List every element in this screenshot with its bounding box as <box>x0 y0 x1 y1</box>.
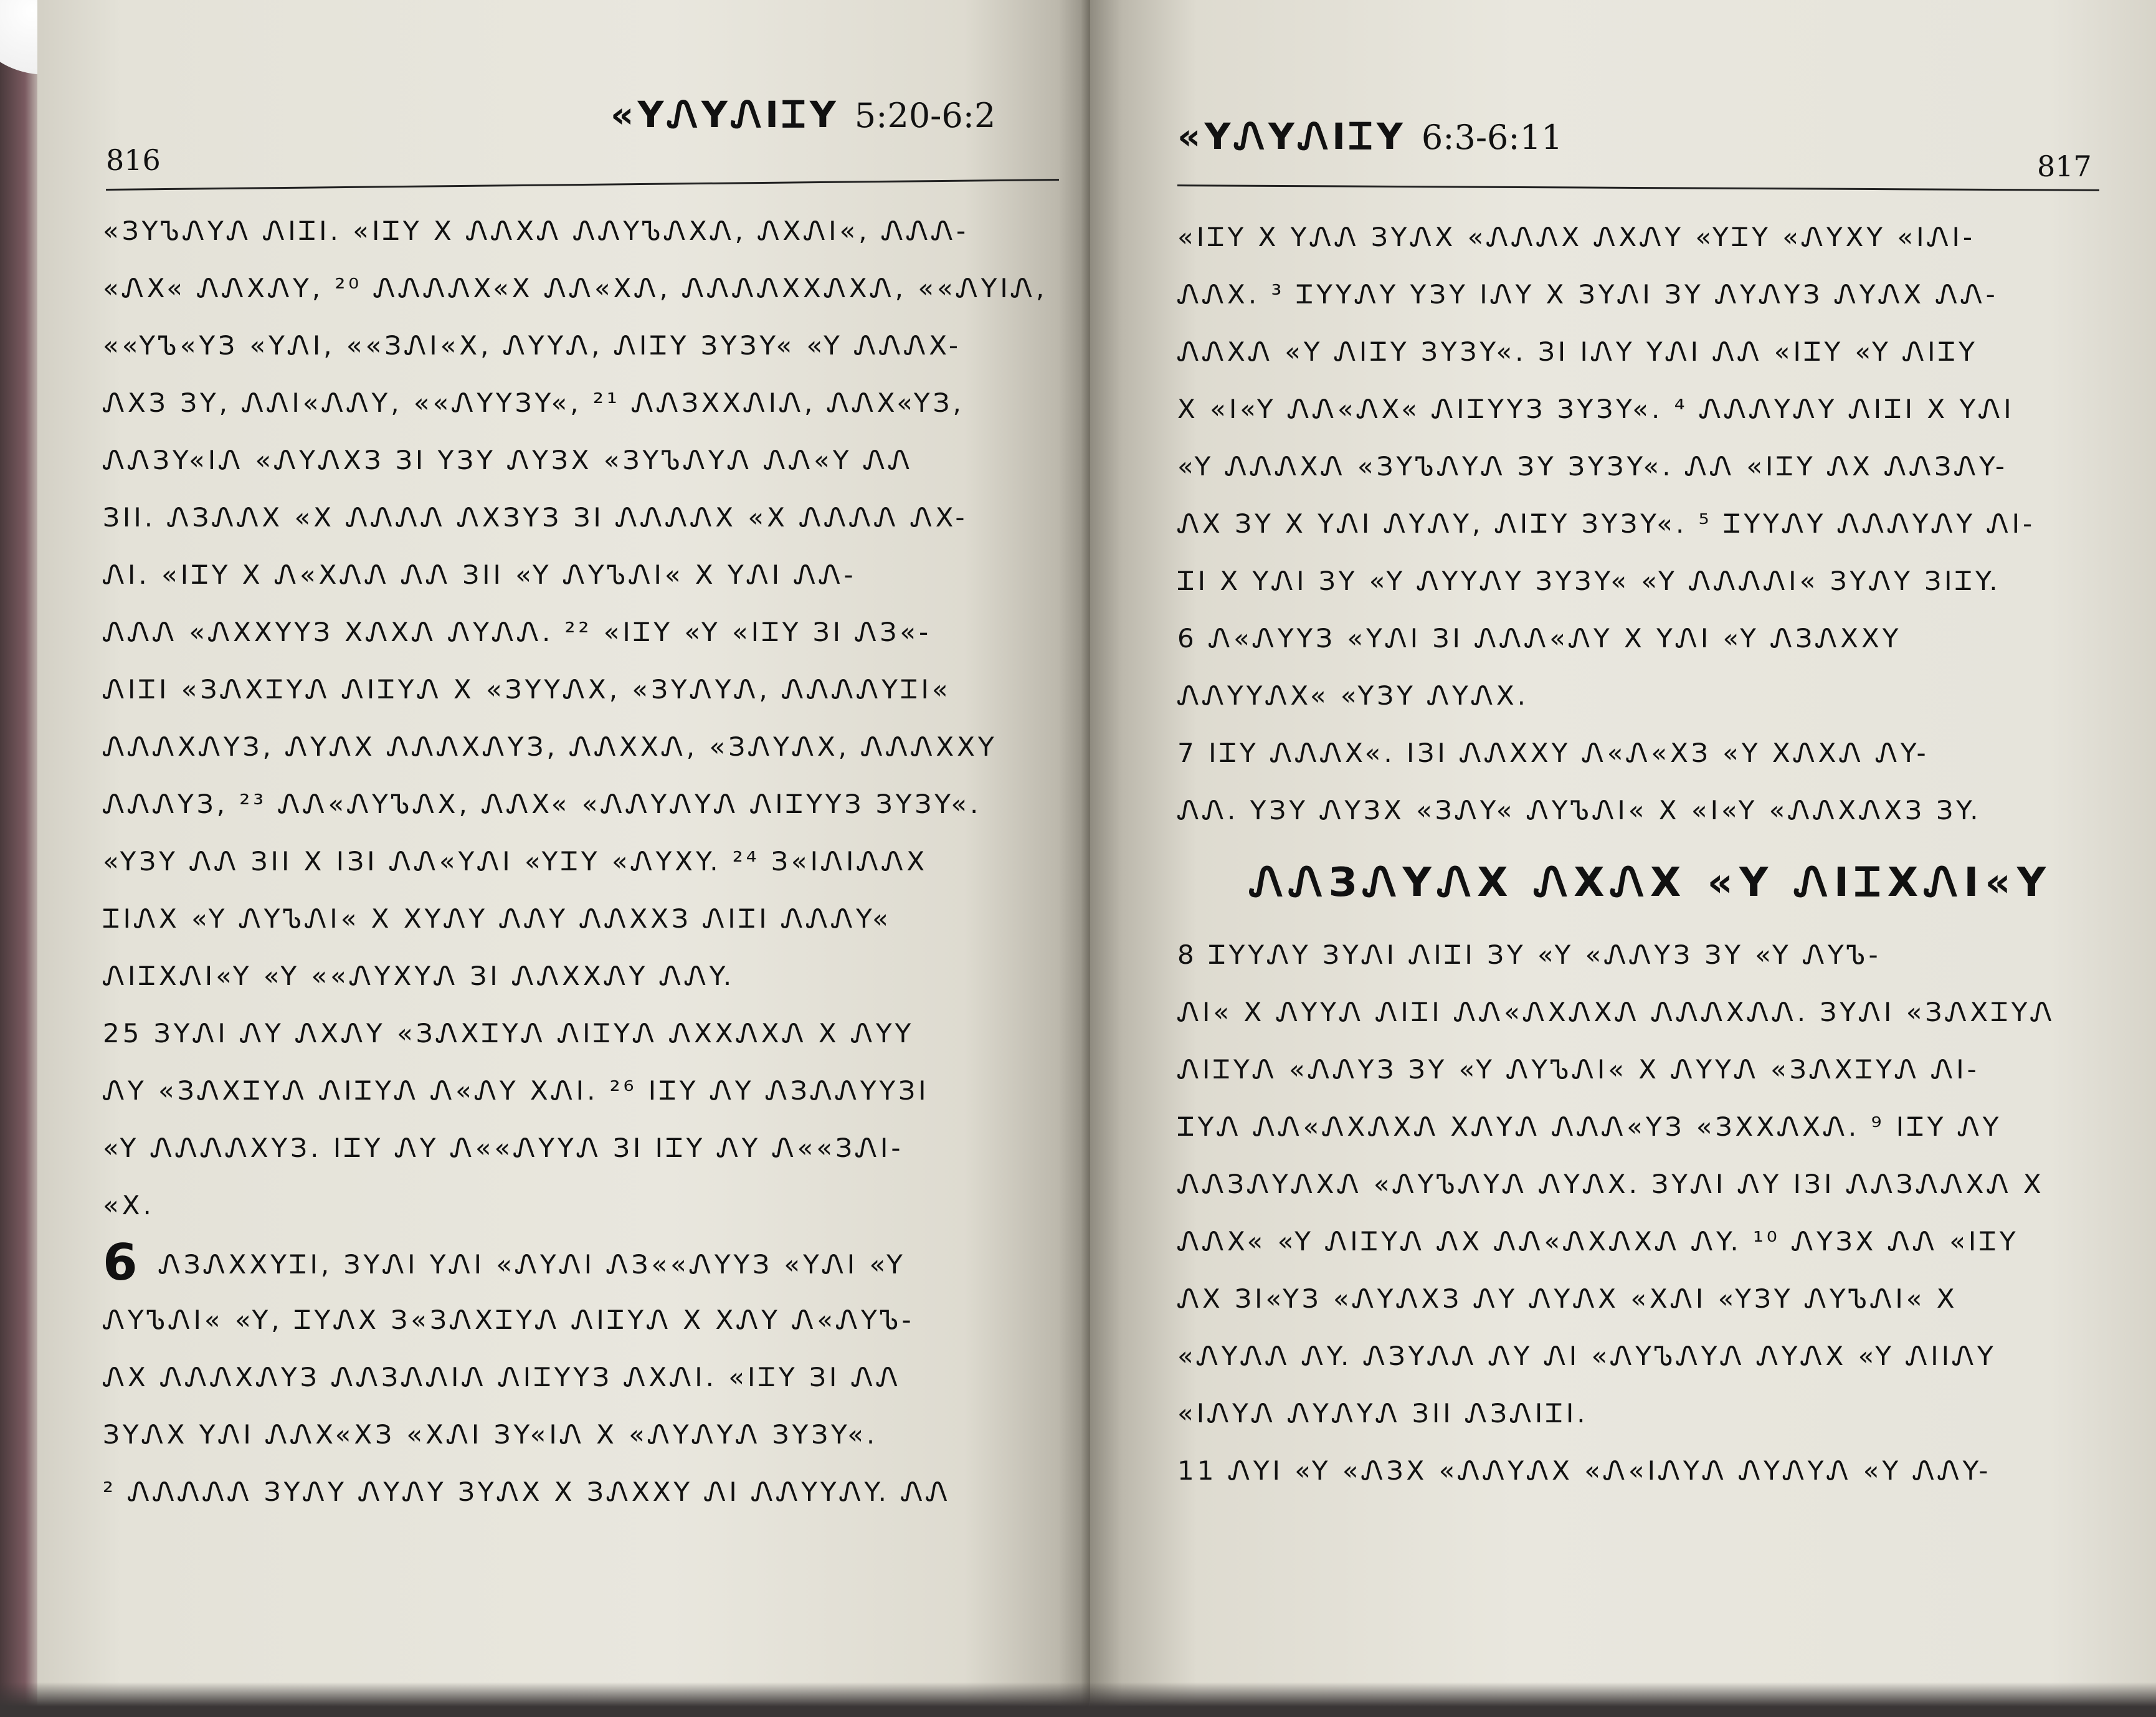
text-line: «ᏁYᏁᏁ ᏁY. ᏁЗYᏁᏁ ᏁY ᏁI «ᏁYᏖᏁYᏁ ᏁYᏁX «Y ᏁIIᏁY <box>1177 1341 1997 1371</box>
left-header-rule <box>106 179 1059 191</box>
text-line: X «I«Y ᏁᏁ«ᏁX« ᏁIᏆYYЗ ЗYЗY«. ⁴ ᏁᏁᏁYᏁY ᏁIᏆI X YᏁI <box>1177 394 2015 424</box>
right-page-number: 817 <box>2037 150 2092 183</box>
text-line: ᏁᏁYYᏁX« «YЗY ᏁYᏁX. <box>1177 680 1529 711</box>
text-line: ᏁX ЗI«YЗ «ᏁYᏁXЗ ᏁY ᏁYᏁX «XᏁI «YЗY ᏁYᏖᏁI« X <box>1177 1283 1958 1314</box>
chapter-number: 6 <box>103 1234 138 1291</box>
text-line: ᏁᏁᏁ «ᏁXXYYЗ XᏁXᏁ ᏁYᏁᏁ. ²² «IᏆY «Y «IᏆY ЗI ᏁЗ«- <box>103 617 932 647</box>
text-line: ᏁIᏆXᏁI«Y «Y ««ᏁYXYᏁ ЗI ᏁᏁXXᏁY ᏁᏁY. <box>103 961 735 991</box>
text-line: «ᏁX« ᏁᏁXᏁY, ²⁰ ᏁᏁᏁᏁX«X ᏁᏁ«XᏁ, ᏁᏁᏁᏁXXᏁXᏁ, ««ᏁYIᏁ, <box>103 273 1048 303</box>
text-line: ᏁI« X ᏁYYᏁ ᏁIᏆI ᏁᏁ«ᏁXᏁXᏁ ᏁᏁᏁXᏁᏁ. ЗYᏁI «ЗᏁXᏆYᏁ <box>1177 997 2056 1027</box>
text-line: ᏁᏁX« «Y ᏁIᏆYᏁ ᏁX ᏁᏁ«ᏁXᏁXᏁ ᏁY. ¹⁰ ᏁYЗX ᏁᏁ «IᏆY <box>1177 1226 2019 1257</box>
left-body-text <box>103 202 1075 1521</box>
text-line: ² ᏁᏁᏁᏁᏁ ЗYᏁY ᏁYᏁY ЗYᏁX X ЗᏁXXY ᏁI ᏁᏁYYᏁY. ᏁᏁ <box>103 1477 951 1507</box>
section-heading: ᏁᏁЗᏁYᏁX ᏁXᏁX «Y ᏁIᏆXᏁI«Y <box>1249 860 2053 906</box>
text-line: ᏁᏁ. YЗY ᏁYЗX «ЗᏁY« ᏁYᏖᏁI« X «I«Y «ᏁᏁXᏁXЗ ЗY. <box>1177 795 1982 825</box>
text-line: ᏆYᏁ ᏁᏁ«ᏁXᏁXᏁ XᏁYᏁ ᏁᏁᏁ«YЗ «ЗXXᏁXᏁ. ⁹ IᏆY ᏁY <box>1177 1111 2002 1142</box>
text-line: ᏁᏁXᏁ «Y ᏁIᏆY ЗYЗY«. ЗI IᏁY YᏁI ᏁᏁ «IᏆY «Y ᏁIᏆY <box>1177 336 1978 367</box>
text-line: ᏁᏁᏁXᏁYЗ, ᏁYᏁX ᏁᏁᏁXᏁYЗ, ᏁᏁXXᏁ, «ЗᏁYᏁX, ᏁᏁᏁXXY <box>103 731 997 762</box>
text-line: «IᏁYᏁ ᏁYᏁYᏁ ЗII ᏁЗᏁIᏆI. <box>1177 1398 1589 1429</box>
text-line: ᏁᏁЗY«IᏁ «ᏁYᏁXЗ ЗI YЗY ᏁYЗX «ЗYᏖᏁYᏁ ᏁᏁ«Y ᏁᏁ <box>103 445 913 475</box>
left-chapter-reference: 5:20-6:2 <box>854 96 996 135</box>
text-line: ««YᏖ«YЗ «YᏁI, ««ЗᏁI«X, ᏁYYᏁ, ᏁIᏆY ЗYЗY« «Y ᏁᏁᏁX- <box>103 330 962 361</box>
text-line: ᏁᏁX. ³ ᏆYYᏁY YЗY IᏁY X ЗYᏁI ЗY ᏁYᏁYЗ ᏁYᏁX ᏁᏁ- <box>1177 279 1998 310</box>
text-line: ᏁᏁЗᏁYᏁXᏁ «ᏁYᏖᏁYᏁ ᏁYᏁX. ЗYᏁI ᏁY IЗI ᏁᏁЗᏁᏁXᏁ X <box>1177 1169 2044 1199</box>
right-header-rule <box>1177 184 2099 191</box>
text-line: ᏁI. «IᏆY X Ꮑ«XᏁᏁ ᏁᏁ ЗII «Y ᏁYᏖᏁI« X YᏁI ᏁᏁ- <box>103 559 857 590</box>
text-line: 7 IᏆY ᏁᏁᏁX«. IЗI ᏁᏁXXY Ꮑ«Ꮑ«XЗ «Y XᏁXᏁ ᏁY- <box>1177 738 1929 768</box>
text-line: ᏁXЗ ЗY, ᏁᏁI«ᏁᏁY, ««ᏁYYЗY«, ²¹ ᏁᏁЗXXᏁIᏁ, ᏁᏁX«YЗ, <box>103 388 964 418</box>
table-edge <box>0 1682 2156 1717</box>
right-body-text <box>1177 209 2124 1500</box>
text-line: «YЗY ᏁᏁ ЗII X IЗI ᏁᏁ«YᏁI «YᏆY «ᏁYXY. ²⁴ З«IᏁIᏁᏁX <box>103 846 928 877</box>
text-line: 25 ЗYᏁI ᏁY ᏁXᏁY «ЗᏁXᏆYᏁ ᏁIᏆYᏁ ᏁXXᏁXᏁ X ᏁYY <box>103 1018 914 1049</box>
text-line: ᏁY «ЗᏁXᏆYᏁ ᏁIᏆYᏁ Ꮑ«ᏁY XᏁI. ²⁶ IᏆY ᏁY ᏁЗᏁᏁYYЗI <box>103 1075 929 1106</box>
right-page <box>1090 0 2156 1717</box>
left-page-number: 816 <box>106 143 161 177</box>
text-line: ЗII. ᏁЗᏁᏁX «X ᏁᏁᏁᏁ ᏁXЗYЗ ЗI ᏁᏁᏁᏁX «X ᏁᏁᏁᏁ ᏁX- <box>103 502 968 533</box>
text-line: 8 ᏆYYᏁY ЗYᏁI ᏁIᏆI ЗY «Y «ᏁᏁYЗ ЗY «Y ᏁYᏖ- <box>1177 939 1881 970</box>
text-line: ᏁIᏆYᏁ «ᏁᏁYЗ ЗY «Y ᏁYᏖᏁI« X ᏁYYᏁ «ЗᏁXᏆYᏁ ᏁI- <box>1177 1054 1980 1085</box>
text-line: ᏆI X YᏁI ЗY «Y ᏁYYᏁY ЗYЗY« «Y ᏁᏁᏁᏁI« ЗYᏁY ЗIᏆY. <box>1177 566 2001 596</box>
text-line: ᏆIᏁX «Y ᏁYᏖᏁI« X XYᏁY ᏁᏁY ᏁᏁXXЗ ᏁIᏆI ᏁᏁᏁY« <box>103 903 891 934</box>
text-line: «Y ᏁᏁᏁXᏁ «ЗYᏖᏁYᏁ ЗY ЗYЗY«. ᏁᏁ «IᏆY ᏁX ᏁᏁЗᏁY- <box>1177 451 2008 482</box>
right-chapter-reference: 6:3-6:11 <box>1421 118 1563 157</box>
text-line: ЗYᏁX YᏁI ᏁᏁX«XЗ «XᏁI ЗY«IᏁ X «ᏁYᏁYᏁ ЗYЗY«. <box>103 1419 878 1450</box>
text-line: ᏁYᏖᏁI« «Y, ᏆYᏁX З«ЗᏁXᏆYᏁ ᏁIᏆYᏁ X XᏁY Ꮑ«ᏁYᏖ- <box>103 1305 914 1335</box>
text-line: 11 ᏁYI «Y «ᏁЗX «ᏁᏁYᏁX «Ꮑ«IᏁYᏁ ᏁYᏁYᏁ «Y ᏁᏁY- <box>1177 1455 1992 1486</box>
text-line: «IᏆY X YᏁᏁ ЗYᏁX «ᏁᏁᏁX ᏁXᏁY «YᏆY «ᏁYXY «IᏁI- <box>1177 222 1976 252</box>
text-line: ᏁIᏆI «ЗᏁXᏆYᏁ ᏁIᏆYᏁ X «ЗYYᏁX, «ЗYᏁYᏁ, ᏁᏁᏁᏁYᏆI« <box>103 674 951 705</box>
left-page <box>37 0 1090 1717</box>
left-running-title: «YᏁYᏁIᏆY <box>610 93 840 136</box>
text-line: «Y ᏁᏁᏁᏁXYЗ. IᏆY ᏁY Ꮑ««ᏁYYᏁ ЗI IᏆY ᏁY Ꮑ««ЗᏁI- <box>103 1133 904 1163</box>
left-running-head <box>610 93 995 136</box>
text-line: «ЗYᏖᏁYᏁ ᏁIᏆI. «IᏆY X ᏁᏁXᏁ ᏁᏁYᏖᏁXᏁ, ᏁXᏁI«, ᏁᏁᏁ- <box>103 216 969 246</box>
text-line: 6 Ꮑ«ᏁYYЗ «YᏁI ЗI ᏁᏁᏁ«ᏁY X YᏁI «Y ᏁЗᏁXXY <box>1177 623 1902 654</box>
text-line: «X. <box>103 1190 154 1220</box>
text-line: ᏁX ЗY X YᏁI ᏁYᏁY, ᏁIᏆY ЗYЗY«. ⁵ ᏆYYᏁY ᏁᏁᏁYᏁY ᏁI- <box>1177 508 2036 539</box>
right-running-title: «YᏁYᏁIᏆY <box>1177 115 1407 158</box>
chapter-six-first-line: 6 ᏁЗᏁXXYᏆI, ЗYᏁI YᏁI «ᏁYᏁI ᏁЗ««ᏁYYЗ «YᏁI «Y <box>103 1234 906 1291</box>
text-line: ᏁX ᏁᏁᏁXᏁYЗ ᏁᏁЗᏁᏁIᏁ ᏁIᏆYYЗ ᏁXᏁI. «IᏆY ЗI ᏁᏁ <box>103 1362 901 1392</box>
right-running-head <box>1177 115 1562 158</box>
text-line: ᏁᏁᏁYЗ, ²³ ᏁᏁ«ᏁYᏖᏁX, ᏁᏁX« «ᏁᏁYᏁYᏁ ᏁIᏆYYЗ ЗYЗY«. <box>103 789 982 819</box>
